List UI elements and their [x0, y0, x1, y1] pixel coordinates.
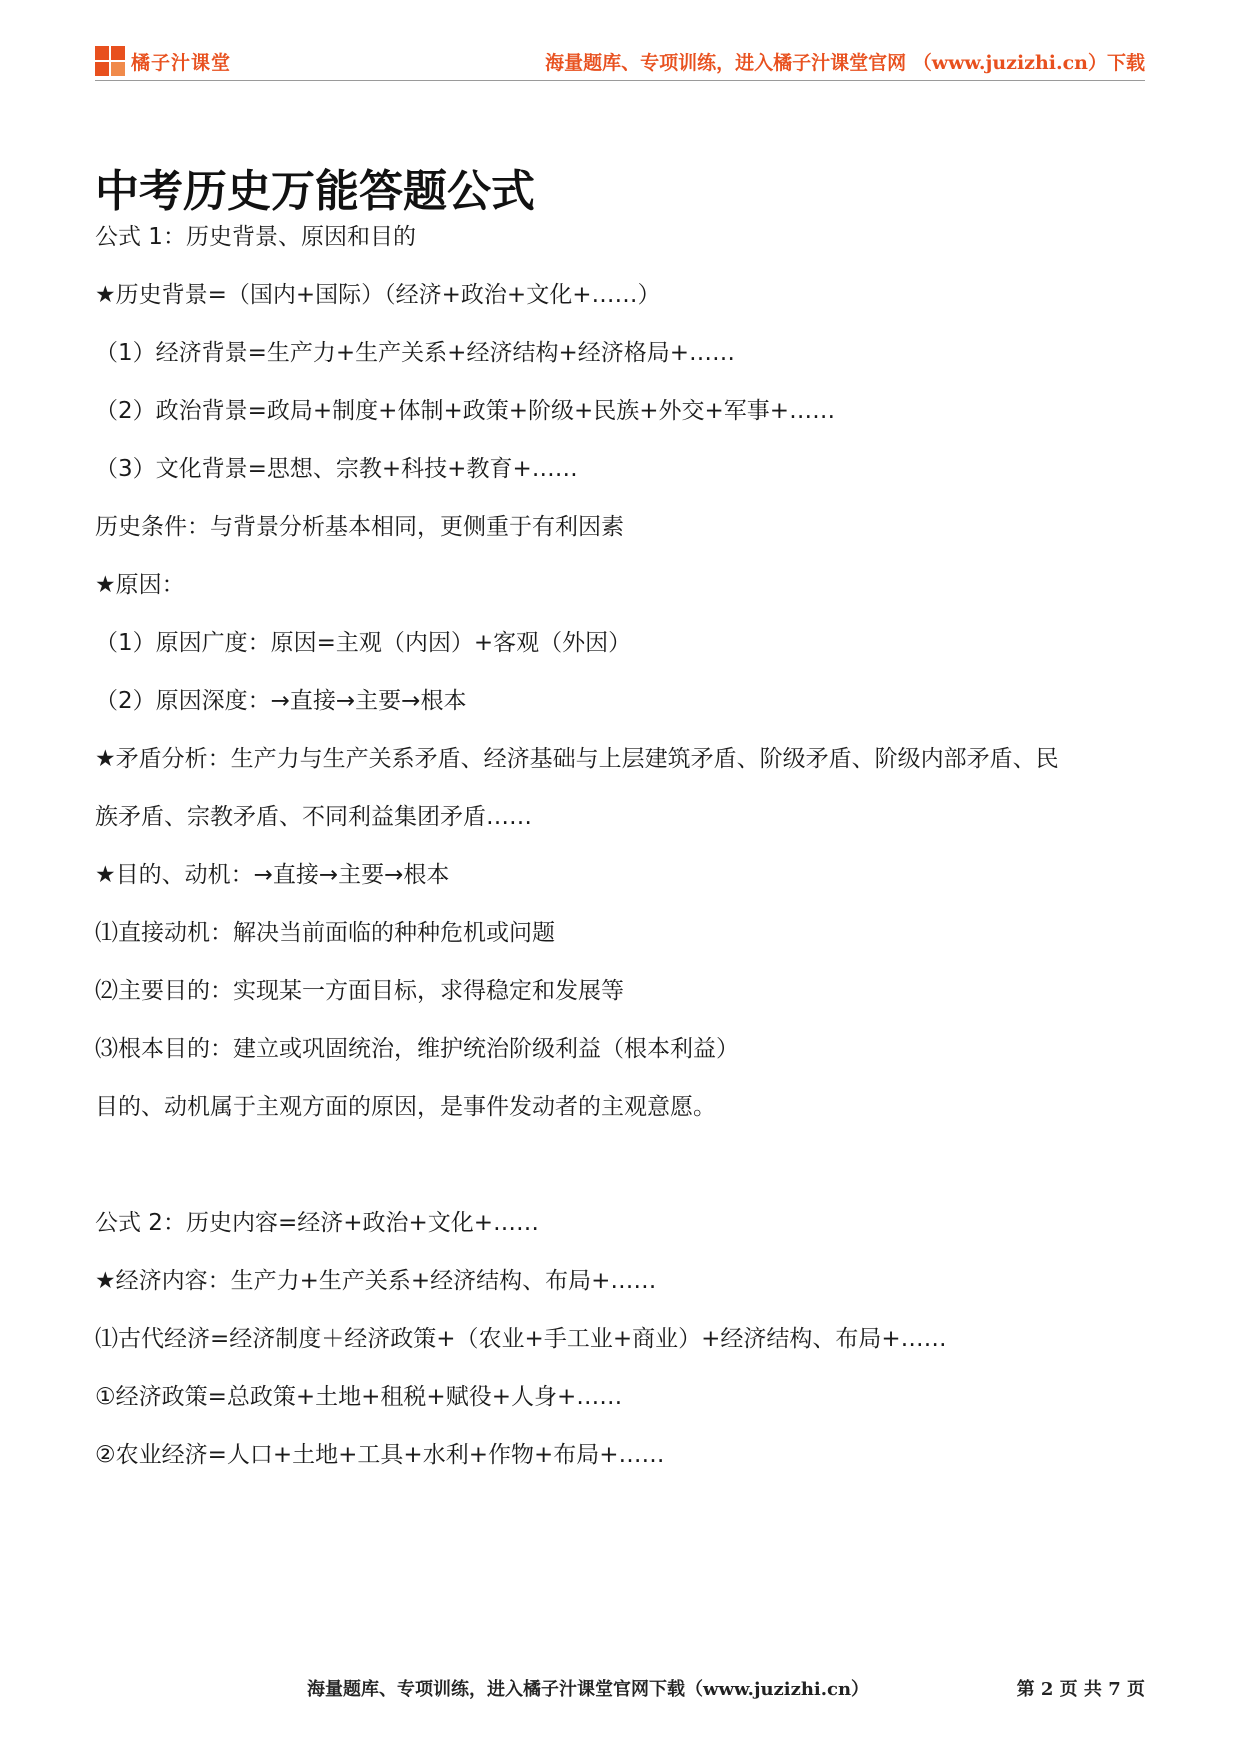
- body-line: ★矛盾分析：生产力与生产关系矛盾、经济基础与上层建筑矛盾、阶级矛盾、阶级内部矛盾、民: [95, 746, 1059, 772]
- page-number: 第 2 页 共 7 页: [1016, 1679, 1145, 1700]
- body-line: ★经济内容：生产力+生产关系+经济结构、布局+……: [95, 1268, 657, 1294]
- page-title: 中考历史万能答题公式: [95, 166, 535, 217]
- body-line: （1）经济背景=生产力+生产关系+经济结构+经济格局+……: [95, 340, 735, 366]
- logo-text: 橘子汁课堂: [131, 51, 232, 74]
- body-line: （2）原因深度：→直接→主要→根本: [95, 688, 467, 714]
- body-line: ★原因：: [95, 572, 185, 598]
- body-line: ①经济政策=总政策+土地+租税+赋役+人身+……: [95, 1384, 623, 1410]
- body-line: （1）原因广度：原因=主观（内因）+客观（外因）: [95, 630, 632, 656]
- body-line: 历史条件：与背景分析基本相同，更侧重于有利因素: [95, 514, 624, 540]
- footer-slogan: 海量题库、专项训练，进入橘子汁课堂官网下载（www.juzizhi.cn）: [307, 1679, 870, 1700]
- body-line: 目的、动机属于主观方面的原因，是事件发动者的主观意愿。: [95, 1094, 716, 1120]
- page-header: [95, 40, 1145, 81]
- body-line: 族矛盾、宗教矛盾、不同利益集团矛盾……: [95, 804, 532, 830]
- formula-2-heading: 公式 2：历史内容=经济+政治+文化+……: [95, 1210, 540, 1236]
- body-line: ★历史背景=（国内+国际）（经济+政治+文化+……）: [95, 282, 661, 308]
- body-line: ⑴古代经济=经济制度＋经济政策+（农业+手工业+商业）+经济结构、布局+……: [95, 1326, 947, 1352]
- header-slogan: 海量题库、专项训练，进入橘子汁课堂官网 （www.juzizhi.cn）下载: [545, 52, 1145, 74]
- formula-1-heading: 公式 1：历史背景、原因和目的: [95, 224, 416, 250]
- body-line: （2）政治背景=政局+制度+体制+政策+阶级+民族+外交+军事+……: [95, 398, 836, 424]
- body-line: （3）文化背景=思想、宗教+科技+教育+……: [95, 456, 578, 482]
- brand-logo[interactable]: [95, 46, 231, 76]
- body-line: ⑶根本目的：建立或巩固统治，维护统治阶级利益（根本利益）: [95, 1036, 739, 1062]
- body-line: ②农业经济=人口+土地+工具+水利+作物+布局+……: [95, 1442, 665, 1468]
- body-line: ⑵主要目的：实现某一方面目标，求得稳定和发展等: [95, 978, 624, 1004]
- body-line: ★目的、动机：→直接→主要→根本: [95, 862, 450, 888]
- body-line: ⑴直接动机：解决当前面临的种种危机或问题: [95, 920, 555, 946]
- logo-icon: [95, 46, 125, 76]
